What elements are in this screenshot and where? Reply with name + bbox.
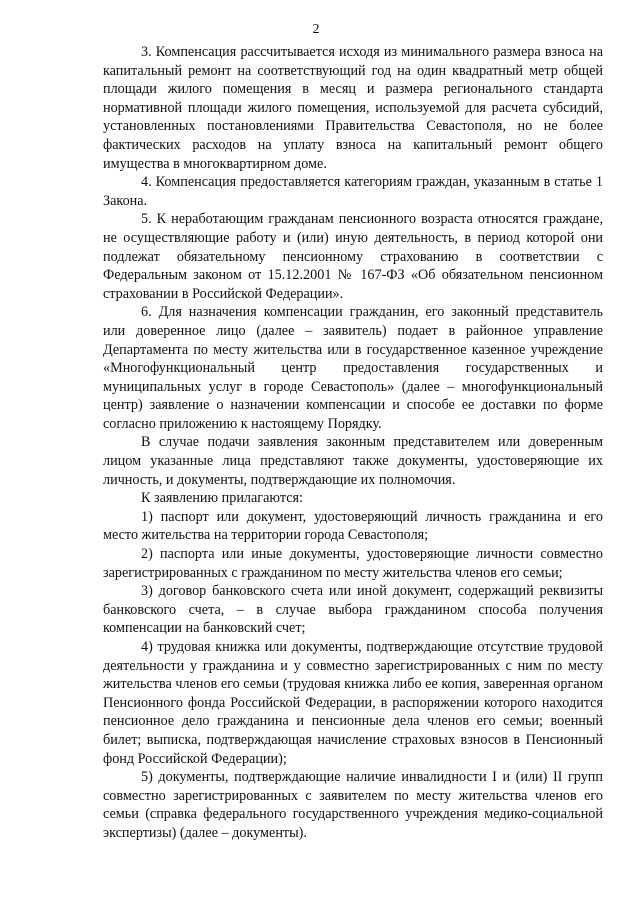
list-item-family-passports: 2) паспорта или иные документы, удостоверяющие личности совместно зарегистрированных с гражданином по месту жительства членов его семьи; — [103, 546, 603, 581]
document-body — [103, 43, 603, 843]
paragraph-item-3-compensation-calculation: 3. Компенсация рассчитывается исходя из минимального размера взноса на капитальный ремонт на соответствующий год на один квадратный метр общей площади жилого помещения в месяц и размера регионального стандарта нормативной площади жилого помещения, используемой для расчета субсидий, установленных постановлениями Правительства Севастополя, но не более фактических расходов на уплату взноса на капитальный ремонт общего имущества в многоквартирном доме. — [103, 44, 603, 172]
paragraph-item-5-non-working-pensioners: 5. К неработающим гражданам пенсионного возраста относятся граждане, не осуществляющие работу и (или) иную деятельность, в период которой они подлежат обязательному пенсионному страхованию в соответствии с Федеральным законом от 15.12.2001 № 167-ФЗ «Об обязательном пенсионном страховании в Российской Федерации». — [103, 211, 603, 302]
list-item-passport: 1) паспорт или документ, удостоверяющий личность гражданина и его место жительства на территории города Севастополя; — [103, 508, 603, 544]
page-number: 2 — [312, 22, 320, 37]
paragraph-representative-documents: В случае подачи заявления законным представителем или доверенным лицом указанные лица представляют также документы, удостоверяющие их личность, и документы, подтверждающие их полномочия. — [103, 434, 603, 488]
list-item-disability-documents: 5) документы, подтверждающие наличие инвалидности I и (или) II групп совместно зарегистрированных с заявителем по месту жительства членов его семьи (справка федерального государственного учреждения медико-социальной экспертизы) (далее – документы). — [103, 769, 603, 841]
paragraph-item-4-eligible-categories: 4. Компенсация предоставляется категориям граждан, указанным в статье 1 Закона. — [103, 174, 603, 209]
paragraph-item-6-application-submission: 6. Для назначения компенсации гражданин, его законный представитель или доверенное лицо (далее – заявитель) подает в районное управление Департамента по месту жительства или в государственное казенное учреждение «Многофункциональный центр предоставления государственных и муниципальных услуг в городе Севастополь» (далее – многофункциональный центр) заявление о назначении компенсации и способе ее доставки по форме согласно приложению к настоящему Порядку. — [103, 304, 603, 432]
list-item-employment-record: 4) трудовая книжка или документы, подтверждающие отсутствие трудовой деятельности у гражданина и у совместно зарегистрированных с ним по месту жительства членов его семьи (трудовая книжка либо ее копия, заверенная органом Пенсионного фонда Российской Федерации, в распоряжении которого находится пенсионное дело гражданина и пенсионные дела членов его семьи; военный билет; выписка, подтверждающая начисление страховых взносов в Пенсионный фонд Российской Федерации); — [103, 639, 603, 767]
paragraph-attachments-heading: К заявлению прилагаются: — [141, 490, 303, 507]
list-item-bank-account: 3) договор банковского счета или иной документ, содержащий реквизиты банковского счета, – в случае выбора гражданином способа получения компенсации на банковский счет; — [103, 583, 603, 637]
